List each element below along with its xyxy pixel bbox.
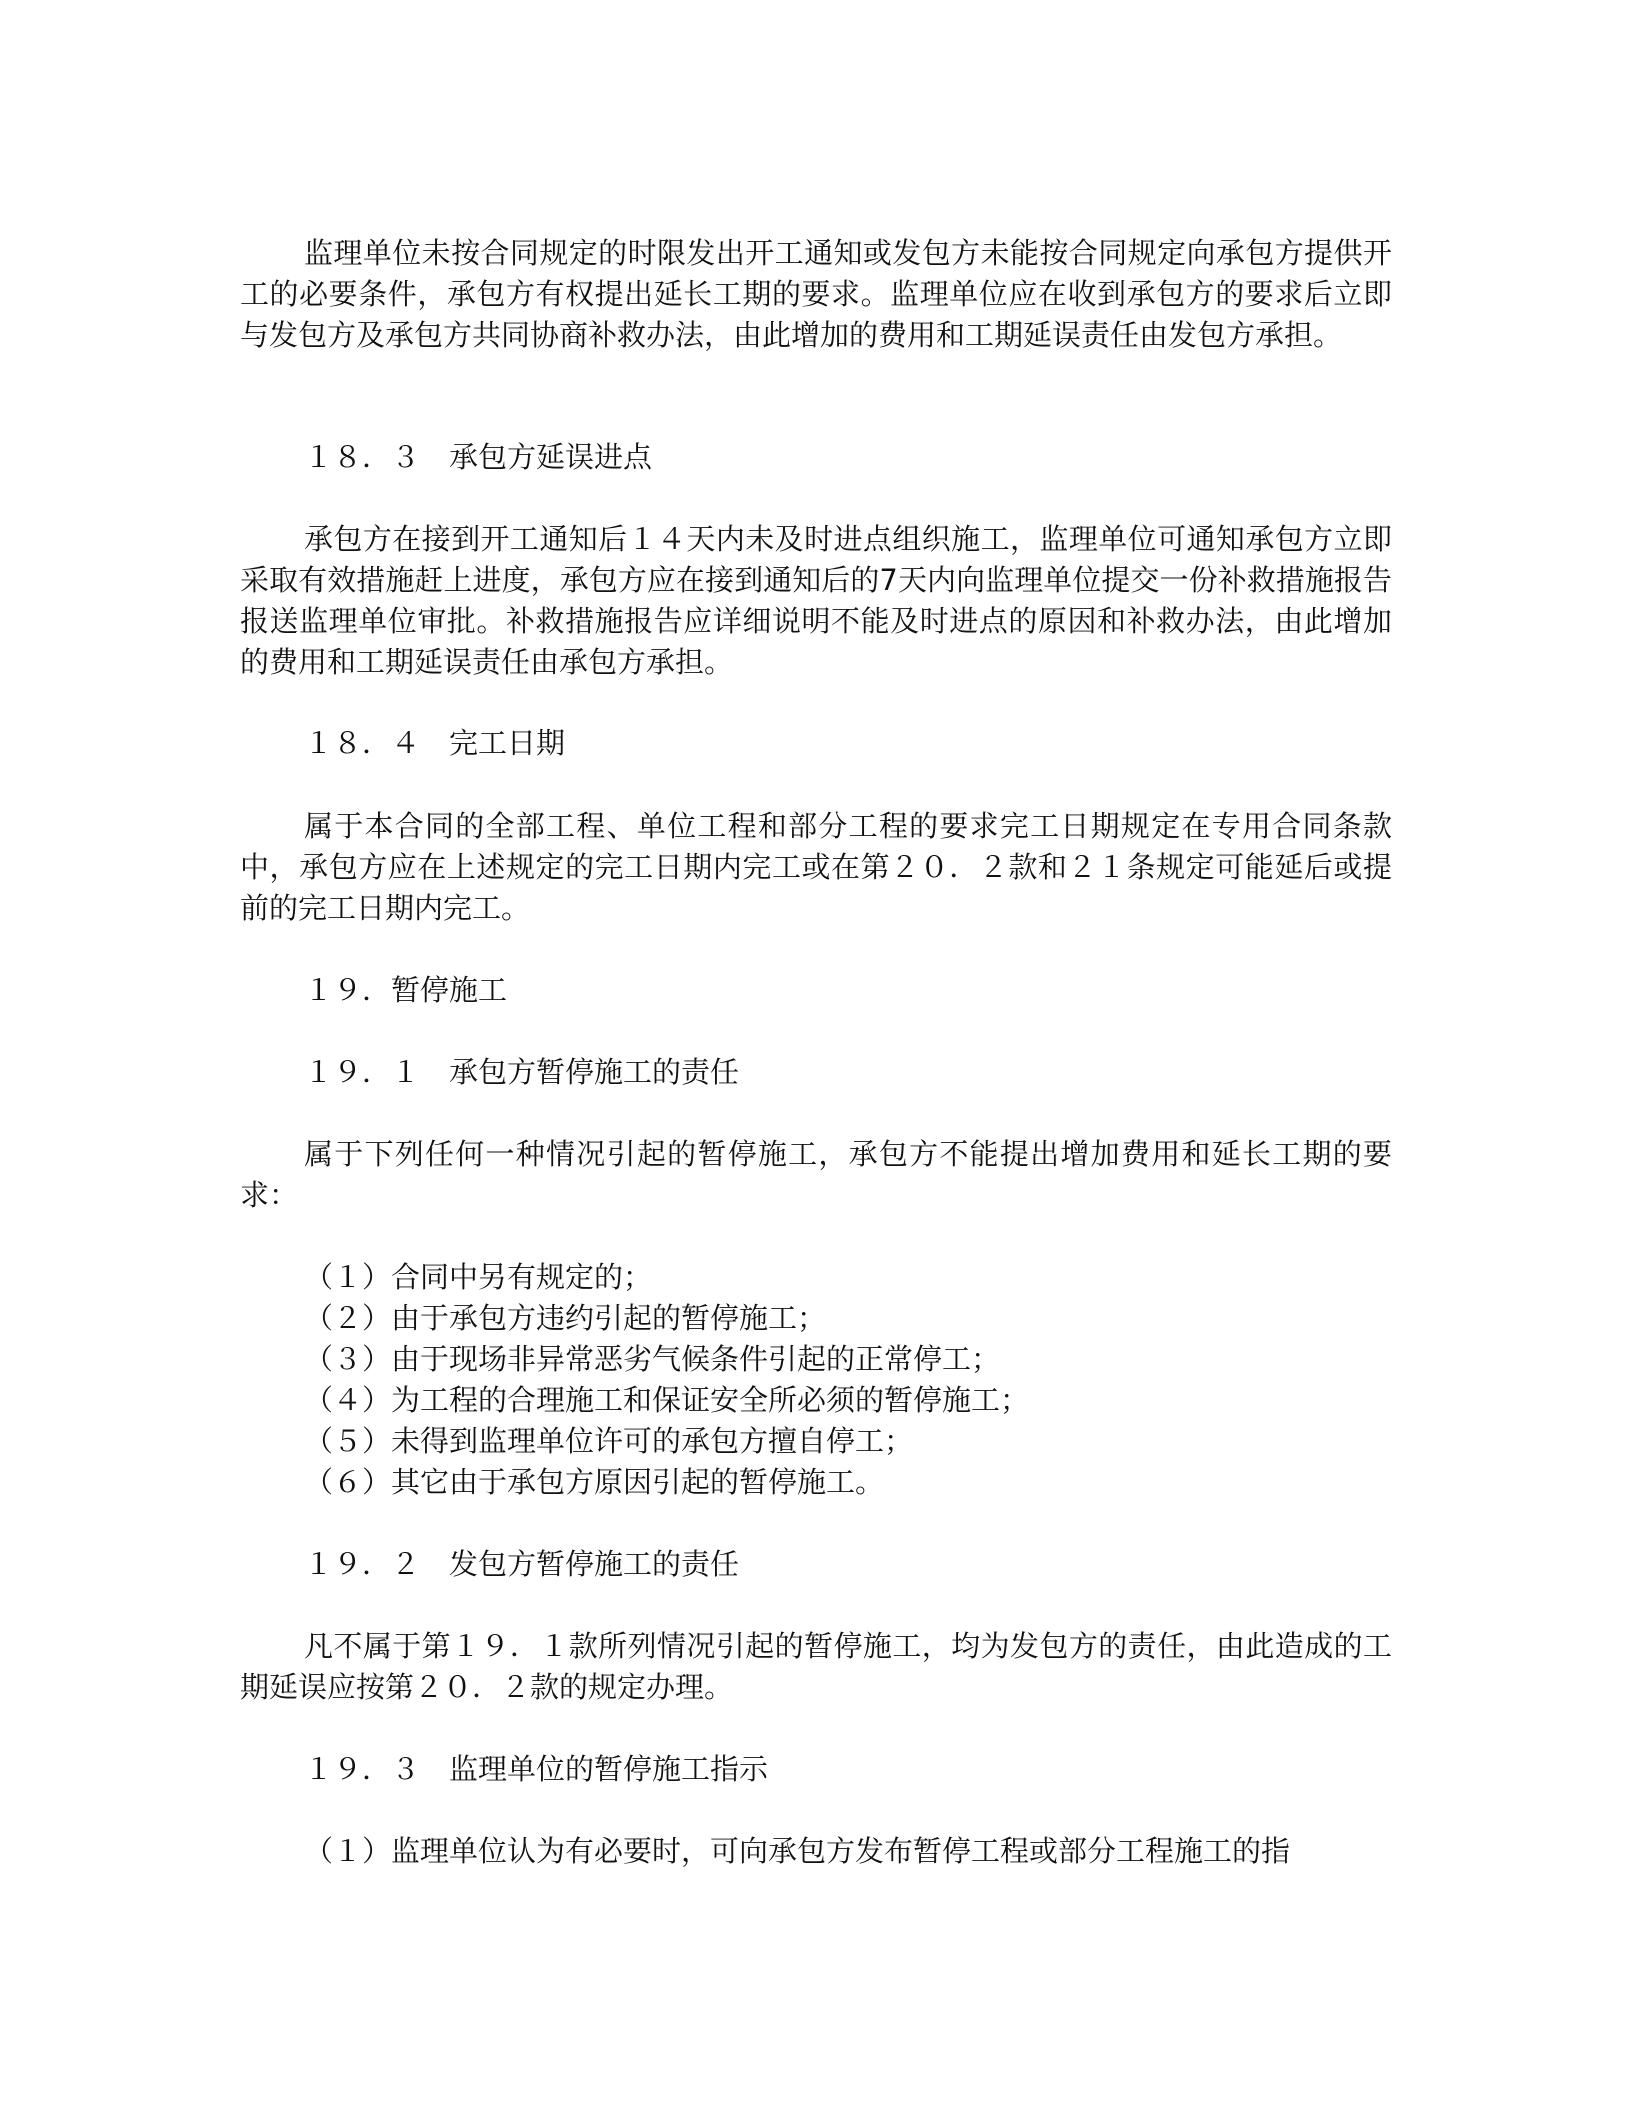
list-item: （１）合同中另有规定的； <box>304 1260 653 1294</box>
heading-19: １９．暂停施工 <box>304 973 508 1007</box>
list-item: （２）由于承包方违约引起的暂停施工； <box>304 1301 827 1335</box>
paragraph-19-3-body: （１）监理单位认为有必要时，可向承包方发布暂停工程或部分工程施工的指 <box>304 1834 1291 1868</box>
suspension-conditions-list <box>240 1257 1392 1503</box>
paragraph-18-3-body: 承包方在接到开工通知后１４天内未及时进点组织施工，监理单位可通知承包方立即采取有效措施赶上进度，承包方应在接到通知后的7天内向监理单位提交一份补救措施报告报送监理单位审批。补救措施报告应详细说明不能及时进点的原因和补救办法，由此增加的费用和工期延误责任由承包方承担。 <box>240 522 1392 679</box>
list-item: （４）为工程的合理施工和保证安全所必须的暂停施工； <box>304 1383 1030 1417</box>
list-item: （６）其它由于承包方原因引起的暂停施工。 <box>304 1465 885 1499</box>
paragraph-19-1-body: 属于下列任何一种情况引起的暂停施工，承包方不能提出增加费用和延长工期的要求： <box>240 1137 1392 1212</box>
heading-19-3: １９．３ 监理单位的暂停施工指示 <box>304 1752 769 1786</box>
heading-18-4: １８．４ 完工日期 <box>304 726 566 760</box>
heading-19-1: １９．１ 承包方暂停施工的责任 <box>304 1055 740 1089</box>
heading-18-3: １８．３ 承包方延误进点 <box>304 440 653 474</box>
paragraph-19-2-body: 凡不属于第１９．１款所列情况引起的暂停施工，均为发包方的责任，由此造成的工期延误应按第２０．２款的规定办理。 <box>240 1629 1392 1704</box>
paragraph-contractor-delay-request: 监理单位未按合同规定的时限发出开工通知或发包方未能按合同规定向承包方提供开工的必要条件，承包方有权提出延长工期的要求。监理单位应在收到承包方的要求后立即与发包方及承包方共同协商补救办法，由此增加的费用和工期延误责任由发包方承担。 <box>240 236 1392 352</box>
list-item: （３）由于现场非异常恶劣气候条件引起的正常停工； <box>304 1342 1001 1376</box>
paragraph-18-4-body: 属于本合同的全部工程、单位工程和部分工程的要求完工日期规定在专用合同条款中，承包方应在上述规定的完工日期内完工或在第２０．２款和２１条规定可能延后或提前的完工日期内完工。 <box>240 809 1392 925</box>
list-item: （５）未得到监理单位许可的承包方擅自停工； <box>304 1424 914 1458</box>
heading-19-2: １９．２ 发包方暂停施工的责任 <box>304 1547 740 1581</box>
